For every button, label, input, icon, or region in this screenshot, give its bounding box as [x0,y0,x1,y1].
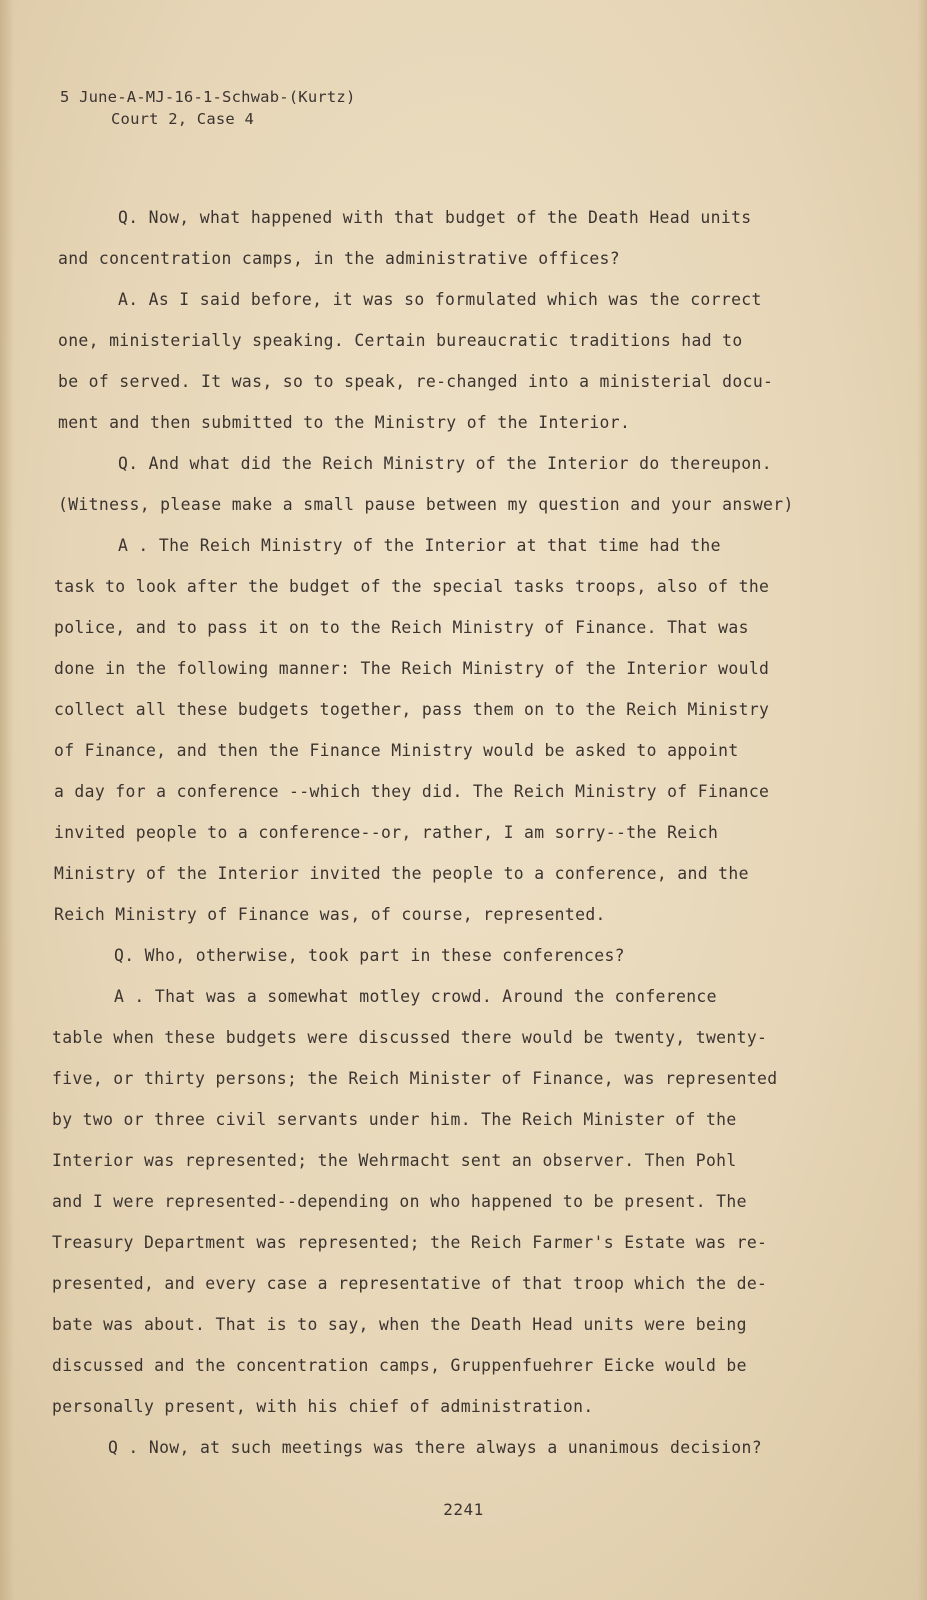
transcript-line: Q . Now, at such meetings was there always a unanimous decision? [108,1438,762,1457]
transcript-line: presented, and every case a representative of that troop which the de- [52,1274,768,1293]
transcript-line: done in the following manner: The Reich Ministry of the Interior would [54,659,770,678]
transcript-line: Ministry of the Interior invited the people to a conference, and the [54,864,749,883]
reference-line: 5 June-A-MJ-16-1-Schwab-(Kurtz) [60,88,356,106]
court-line: Court 2, Case 4 [111,110,254,128]
transcript-line: five, or thirty persons; the Reich Minister of Finance, was represented [52,1069,778,1088]
transcript-line: and I were represented--depending on who happened to be present. The [52,1192,747,1211]
transcript-line: a day for a conference --which they did. The Reich Ministry of Finance [54,782,770,801]
transcript-line: Reich Ministry of Finance was, of course, represented. [54,905,606,924]
transcript-line: A . That was a somewhat motley crowd. Around the conference [114,987,717,1006]
transcript-line: by two or three civil servants under him. The Reich Minister of the [52,1110,737,1129]
transcript-line: collect all these budgets together, pass them on to the Reich Ministry [54,700,770,719]
document-header [60,86,356,130]
transcript-line: A. As I said before, it was so formulated which was the correct [118,290,762,309]
transcript-line: police, and to pass it on to the Reich Ministry of Finance. That was [54,618,749,637]
transcript-line: and concentration camps, in the administrative offices? [58,249,620,268]
transcript-line: invited people to a conference--or, rather, I am sorry--the Reich [54,823,719,842]
transcript-line: bate was about. That is to say, when the Death Head units were being [52,1315,747,1334]
transcript-line: task to look after the budget of the special tasks troops, also of the [54,577,770,596]
transcript-line: ment and then submitted to the Ministry of the Interior. [58,413,631,432]
transcript-line: discussed and the concentration camps, Gruppenfuehrer Eicke would be [52,1356,747,1375]
transcript-line: personally present, with his chief of administration. [52,1397,594,1416]
transcript-line: Treasury Department was represented; the Reich Farmer's Estate was re- [52,1233,768,1252]
transcript-line: A . The Reich Ministry of the Interior at that time had the [118,536,721,555]
transcript-line: be of served. It was, so to speak, re-changed into a ministerial docu- [58,372,774,391]
transcript-line: Interior was represented; the Wehrmacht sent an observer. Then Pohl [52,1151,737,1170]
transcript-line: Q. And what did the Reich Ministry of the Interior do thereupon. [118,454,772,473]
transcript-line: table when these budgets were discussed there would be twenty, twenty- [52,1028,768,1047]
transcript-line: (Witness, please make a small pause between my question and your answer) [58,495,794,514]
transcript-line: Q. Now, what happened with that budget of the Death Head units [118,208,752,227]
transcript-line: Q. Who, otherwise, took part in these conferences? [114,946,625,965]
transcript-line: one, ministerially speaking. Certain bureaucratic traditions had to [58,331,743,350]
transcript-line: of Finance, and then the Finance Ministry would be asked to appoint [54,741,739,760]
page-number: 2241 [443,1500,484,1519]
